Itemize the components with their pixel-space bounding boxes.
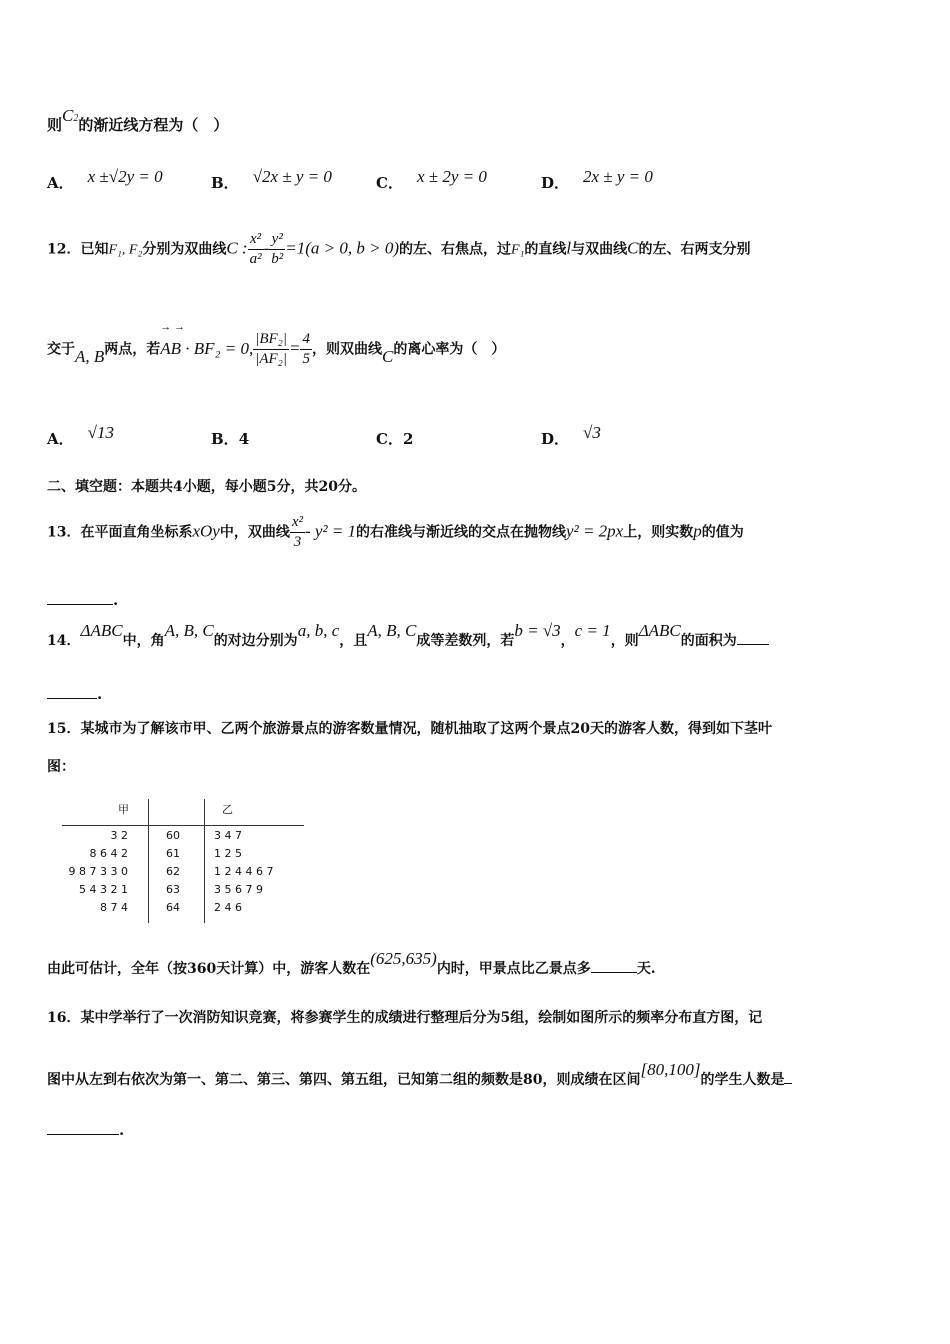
- stem-divider-right: [204, 799, 205, 923]
- stem-row-right: 2 4 6: [214, 901, 242, 914]
- q16-line-1: 16．某中学举行了一次消防知识竞赛，将参赛学生的成绩进行整理后分为5组，绘制如图所示的频率分布直方图，记: [47, 1010, 763, 1026]
- q11-option-a[interactable]: A． x ±√2y = 0: [47, 167, 163, 192]
- stem-row-stem: 62: [166, 865, 180, 878]
- q12-line-1: 12．已知F₁, F₂分别为双曲线C : $\frac{\text{x²}}{\text{a²}}$ - $\frac{\text{y²}}{\text{b²}}$ =1(a > 0, b > 0)的左、右焦点，过F₁的直线l与双曲线C的左、右两支分别: [47, 231, 751, 267]
- q13-answer-line: .: [47, 590, 118, 609]
- q14-answer-line: .: [47, 684, 102, 703]
- stem-row-left: 9 8 7 3 3 0: [68, 865, 128, 878]
- c2-symbol: C2: [62, 106, 79, 125]
- ratio-frac: $\frac{\text{|BF₂|}}{\text{|AF₂|}}$: [255, 331, 287, 367]
- q13-line: 13．在平面直角坐标系xOy中，双曲线 $\frac{\text{x²}}{3}$ - y² = 1的右准线与渐近线的交点在抛物线y² = 2px上，则实数p的值为: [47, 514, 744, 550]
- q13-answer-blank[interactable]: [47, 590, 113, 605]
- section-2-heading: 二、填空题：本题共4小题，每小题5分，共20分。: [47, 479, 366, 495]
- q12-option-a[interactable]: A． √13: [47, 423, 114, 448]
- q11-option-b[interactable]: B． √2x ± y = 0: [211, 167, 332, 192]
- q12-option-d[interactable]: D． √3: [541, 423, 601, 448]
- stem-header-rule: [62, 825, 304, 826]
- q15-line-1: 15．某城市为了解该市甲、乙两个旅游景点的游客数量情况，随机抽取了这两个景点20天的游客人数，得到如下茎叶: [47, 721, 772, 737]
- stem-row-stem: 64: [166, 901, 180, 914]
- q11-option-c[interactable]: C． x ± 2y = 0: [376, 167, 487, 192]
- stem-row-left: 3 2: [110, 829, 128, 842]
- stem-row-right: 1 2 5: [214, 847, 242, 860]
- stem-leaf-plot: [62, 797, 342, 927]
- q13-frac: $\frac{\text{x²}}{3}$: [291, 514, 304, 550]
- stem-divider-left: [148, 799, 149, 923]
- q11-option-d[interactable]: D． 2x ± y = 0: [541, 167, 653, 192]
- stem-row-right: 3 4 7: [214, 829, 242, 842]
- stem-row-left: 5 4 3 2 1: [79, 883, 128, 896]
- hyperbola-frac-x: $\frac{\text{x²}}{\text{a²}}$: [249, 231, 262, 267]
- q14-answer-blank-a[interactable]: [737, 630, 769, 645]
- stem-row-right: 3 5 6 7 9: [214, 883, 263, 896]
- q15-line-2: 图：: [47, 759, 75, 775]
- q12-line-2: 交于A, B两点，若 → → AB · BF₂ = 0, $\frac{\text{|BF₂|}}{\text{|AF₂|}}$ = $\frac{4}{5}$ ，则双曲线C的离心率为（ ）: [47, 320, 506, 367]
- stem-row-stem: 63: [166, 883, 180, 896]
- q16-answer-blank-a[interactable]: [784, 1069, 792, 1084]
- stem-row-left: 8 6 4 2: [89, 847, 128, 860]
- value-frac: $\frac{4}{5}$: [302, 331, 310, 367]
- q16-answer-line: .: [47, 1120, 124, 1139]
- stem-row-stem: 60: [166, 829, 180, 842]
- q15-question-line: 由此可估计，全年（按360天计算）中，游客人数在(625,635)内时，甲景点比乙景点多 天.: [47, 949, 656, 977]
- stem-right-header: 乙: [222, 803, 233, 816]
- stem-left-header: 甲: [118, 803, 129, 816]
- q12-option-c[interactable]: C．2: [376, 430, 414, 448]
- q16-answer-blank-b[interactable]: [47, 1120, 119, 1135]
- stem-row-stem: 61: [166, 847, 180, 860]
- q14-answer-blank-b[interactable]: [47, 684, 97, 699]
- hyperbola-frac-y: $\frac{\text{y²}}{\text{b²}}$: [271, 231, 284, 267]
- q16-line-2: 图中从左到右依次为第一、第二、第三、第四、第五组，已知第二组的频数是80，则成绩在区间[80,100]的学生人数是: [47, 1069, 792, 1089]
- stem-row-left: 8 7 4: [100, 901, 128, 914]
- q12-option-b[interactable]: B．4: [211, 430, 250, 448]
- stem-row-right: 1 2 4 4 6 7: [214, 865, 274, 878]
- q15-answer-blank[interactable]: [591, 958, 637, 973]
- q14-line: 14．ΔABC中，角A, B, C的对边分别为a, b, c，且A, B, C成等差数列，若b = √3，c = 1，则ΔABC的面积为: [47, 630, 769, 650]
- q11-tail-line: 则C2的渐近线方程为（ ）: [47, 106, 229, 134]
